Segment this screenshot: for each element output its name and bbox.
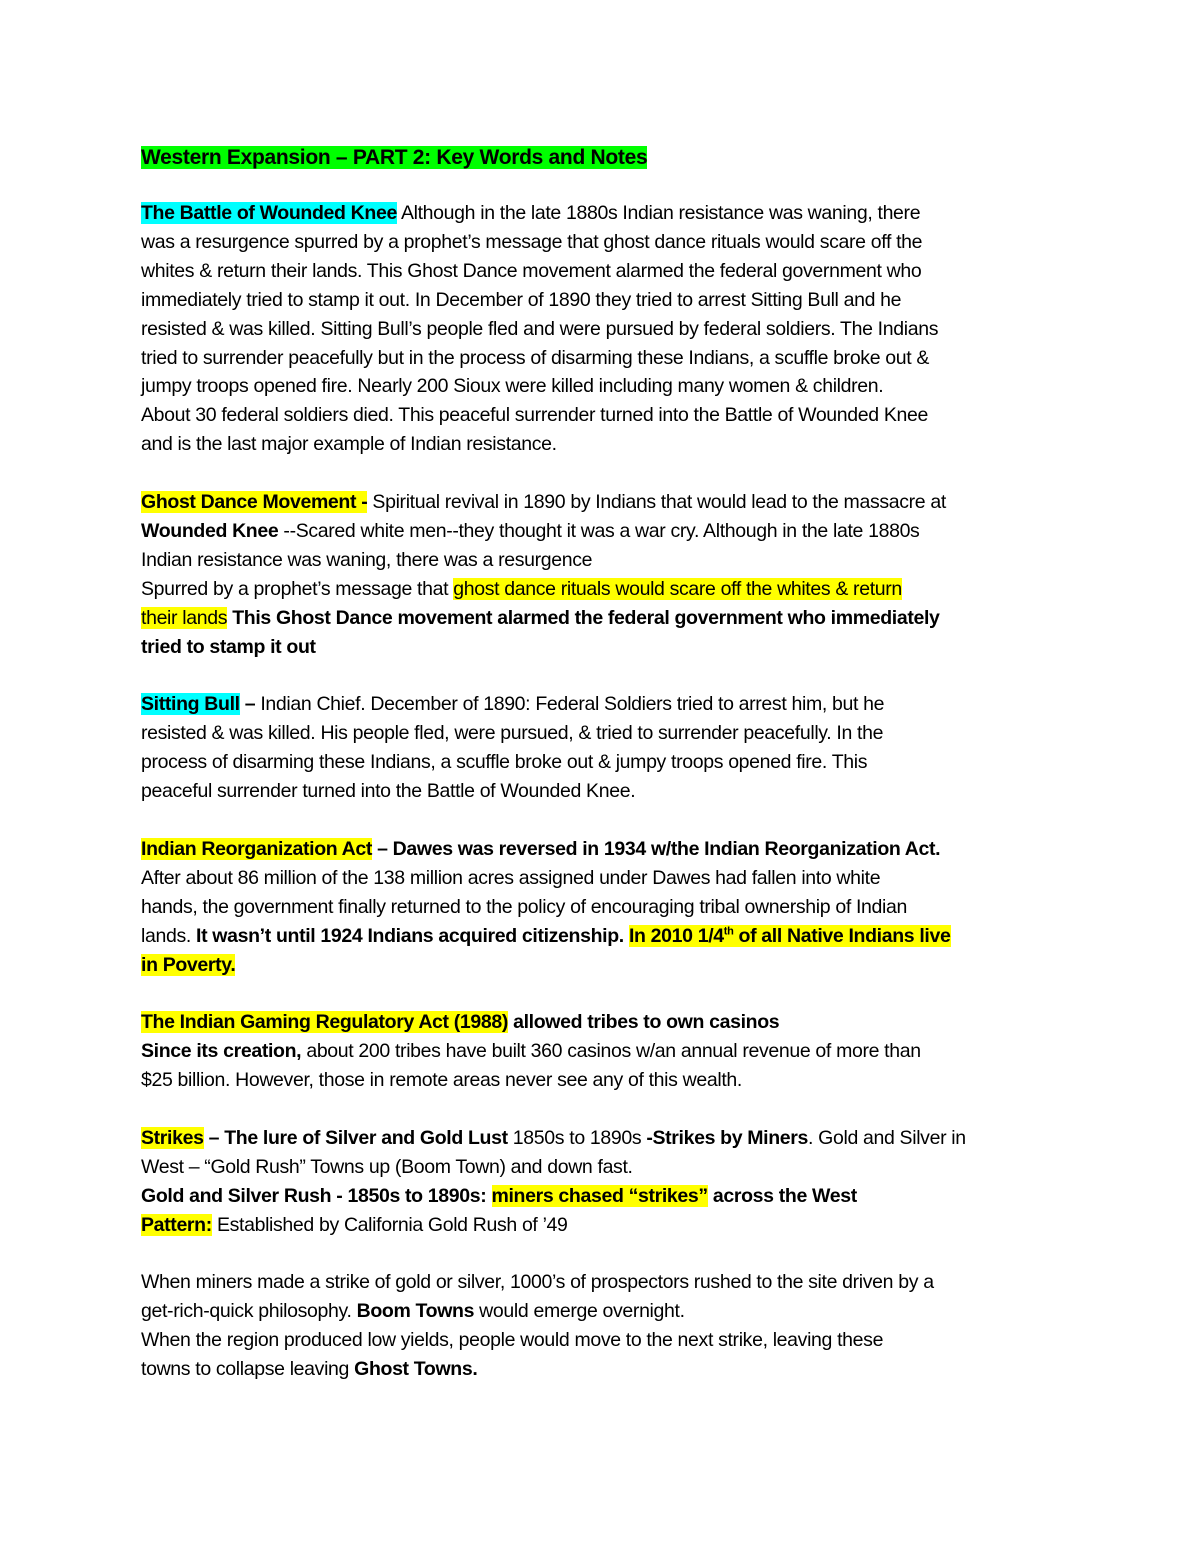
title-highlight: Western Expansion – PART 2: Key Words and Notes: [141, 146, 648, 169]
text-line: West – “Gold Rush” Towns up (Boom Town) and down fast.: [141, 1155, 633, 1178]
text-line: Ghost Dance Movement - Spiritual revival in 1890 by Indians that would lead to the massacre at: [141, 491, 946, 514]
text-line: Indian Reorganization Act – Dawes was reversed in 1934 w/the Indian Reorganization Act.: [141, 837, 941, 860]
section-strikes: [141, 1124, 1071, 1240]
highlighted-text: in Poverty.: [141, 953, 236, 976]
text-line: Sitting Bull – Indian Chief. December of 1890: Federal Soldiers tried to arrest him, but he: [141, 693, 885, 716]
text-line: resisted & was killed. Sitting Bull’s people fled and were pursued by federal soldiers. The Indians: [141, 317, 939, 340]
text-line: Indian resistance was waning, there was a resurgence: [141, 548, 593, 571]
section-boom-towns: [141, 1268, 1071, 1384]
text-line: When miners made a strike of gold or silver, 1000’s of prospectors rushed to the site driven by a: [141, 1271, 934, 1294]
highlighted-text: ghost dance rituals would scare off the whites & return: [453, 577, 902, 600]
text-line: get-rich-quick philosophy. Boom Towns would emerge overnight.: [141, 1300, 685, 1323]
text-line: When the region produced low yields, people would move to the next strike, leaving these: [141, 1329, 884, 1352]
text-line: immediately tried to stamp it out. In December of 1890 they tried to arrest Sitting Bull and he: [141, 288, 902, 311]
text-line: The Indian Gaming Regulatory Act (1988) allowed tribes to own casinos: [141, 1011, 780, 1034]
text-line: whites & return their lands. This Ghost Dance movement alarmed the federal government who: [141, 259, 922, 282]
text-line: hands, the government finally returned to the policy of encouraging tribal ownership of Indian: [141, 895, 908, 918]
text-line: Wounded Knee --Scared white men--they thought it was a war cry. Although in the late 1880s: [141, 519, 920, 542]
section-gaming-act: [141, 1008, 1071, 1095]
text-line: $25 billion. However, those in remote areas never see any of this wealth.: [141, 1069, 742, 1092]
text-line: peaceful surrender turned into the Battle of Wounded Knee.: [141, 780, 636, 803]
text-line: resisted & was killed. His people fled, were pursued, & tried to surrender peacefully. In the: [141, 722, 884, 745]
text-line: Since its creation, about 200 tribes have built 360 casinos w/an annual revenue of more than: [141, 1040, 921, 1063]
text-line: Spurred by a prophet’s message that ghost dance rituals would scare off the whites & return: [141, 577, 902, 600]
section-wounded-knee: [141, 199, 1071, 459]
text-line: lands. It wasn’t until 1924 Indians acquired citizenship. In 2010 1/4th of all Native Indians live: [141, 924, 951, 947]
term-sitting-bull: Sitting Bull: [141, 693, 240, 716]
text-line: their lands This Ghost Dance movement alarmed the federal government who immediately: [141, 606, 940, 629]
text-line: tried to stamp it out: [141, 635, 316, 658]
page-title: [141, 142, 1071, 174]
text-line: [141, 951, 1071, 980]
highlighted-text: miners chased “strikes”: [491, 1184, 708, 1207]
text-line: The Battle of Wounded Knee Although in the late 1880s Indian resistance was waning, there: [141, 202, 921, 224]
text-line: process of disarming these Indians, a scuffle broke out & jumpy troops opened fire. This: [141, 751, 868, 774]
section-reorganization-act: [141, 835, 1071, 980]
term-wounded-knee: The Battle of Wounded Knee: [141, 202, 397, 224]
highlighted-text: their lands: [141, 606, 228, 629]
text-line: towns to collapse leaving Ghost Towns.: [141, 1358, 478, 1381]
text-line: and is the last major example of Indian resistance.: [141, 433, 557, 456]
term-strikes: Strikes: [141, 1126, 204, 1149]
text-line: was a resurgence spurred by a prophet’s message that ghost dance rituals would scare off the: [141, 230, 923, 253]
highlighted-text: In 2010 1/4th of all Native Indians live: [628, 924, 951, 947]
term-ghost-dance: Ghost Dance Movement -: [141, 491, 368, 514]
text-line: jumpy troops opened fire. Nearly 200 Sioux were killed including many women & children.: [141, 375, 884, 398]
term-gaming-act: The Indian Gaming Regulatory Act (1988): [141, 1011, 509, 1034]
text-line: tried to surrender peacefully but in the process of disarming these Indians, a scuffle broke out &: [141, 346, 930, 369]
term-pattern: Pattern:: [141, 1213, 212, 1236]
section-ghost-dance: [141, 488, 1071, 661]
text-line: About 30 federal soldiers died. This peaceful surrender turned into the Battle of Wounded Knee: [141, 404, 928, 427]
text-line: Strikes – The lure of Silver and Gold Lust 1850s to 1890s -Strikes by Miners. Gold and Silver in: [141, 1126, 966, 1149]
document-page: [141, 142, 1071, 1413]
section-sitting-bull: [141, 690, 1071, 806]
text-line: Pattern: Established by California Gold Rush of ’49: [141, 1213, 568, 1236]
term-reorganization-act: Indian Reorganization Act: [141, 837, 373, 860]
text-line: After about 86 million of the 138 million acres assigned under Dawes had fallen into white: [141, 866, 881, 889]
text-line: Gold and Silver Rush - 1850s to 1890s: miners chased “strikes” across the West: [141, 1184, 857, 1207]
